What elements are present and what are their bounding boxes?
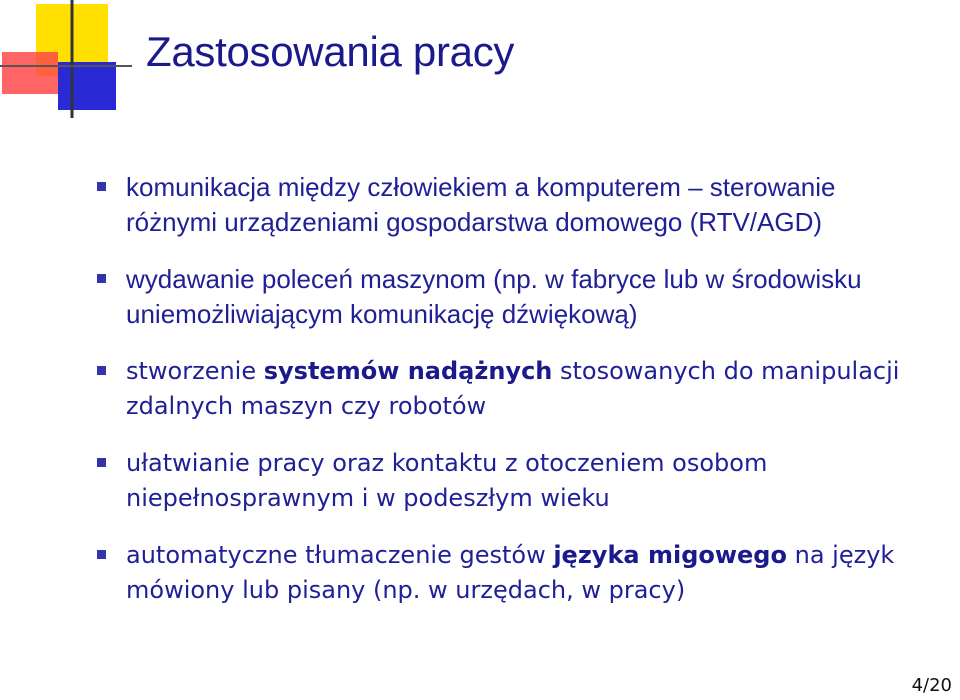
slide-title: Zastosowania pracy: [146, 28, 515, 75]
bullet-square-icon: [97, 458, 106, 467]
logo-graphic: [0, 0, 140, 120]
bullet-bold-text: języka migowego: [553, 541, 787, 569]
bullet-text-end: stosowanych do manipulacji zdalnych maszyn czy robotów: [126, 357, 900, 420]
bullet-item: [96, 538, 916, 608]
bullet-text: ułatwianie pracy oraz kontaktu z otoczeniem osobom niepełnosprawnym i w podeszłym wieku: [126, 449, 768, 512]
bullet-text: automatyczne tłumaczenie gestów: [126, 541, 554, 569]
logo-blue-square: [58, 62, 116, 110]
bullet-text-end: na język mówiony lub pisany (np. w urzędach, w pracy): [126, 541, 895, 604]
bullet-text: stworzenie: [126, 357, 264, 385]
bullet-list: [96, 170, 916, 630]
bullet-square-icon: [97, 182, 106, 191]
bullet-bold-text: systemów nadążnych: [263, 357, 553, 385]
bullet-item: [96, 446, 916, 516]
bullet-text: komunikacja między człowiekiem a komputerem – sterowanie różnymi urządzeniami gospodarstwa domowego (RTV/AGD): [126, 172, 836, 237]
bullet-text: wydawanie poleceń maszynom (np. w fabryce lub w środowisku uniemożliwiającym komunikację dźwiękową): [126, 264, 862, 329]
bullet-item: [96, 170, 916, 240]
page-number: 4/20: [911, 675, 952, 696]
bullet-item: [96, 354, 916, 424]
bullet-item: [96, 262, 916, 332]
bullet-square-icon: [97, 550, 106, 559]
bullet-square-icon: [97, 366, 106, 375]
bullet-square-icon: [97, 274, 106, 283]
logo-red-square: [2, 52, 58, 94]
